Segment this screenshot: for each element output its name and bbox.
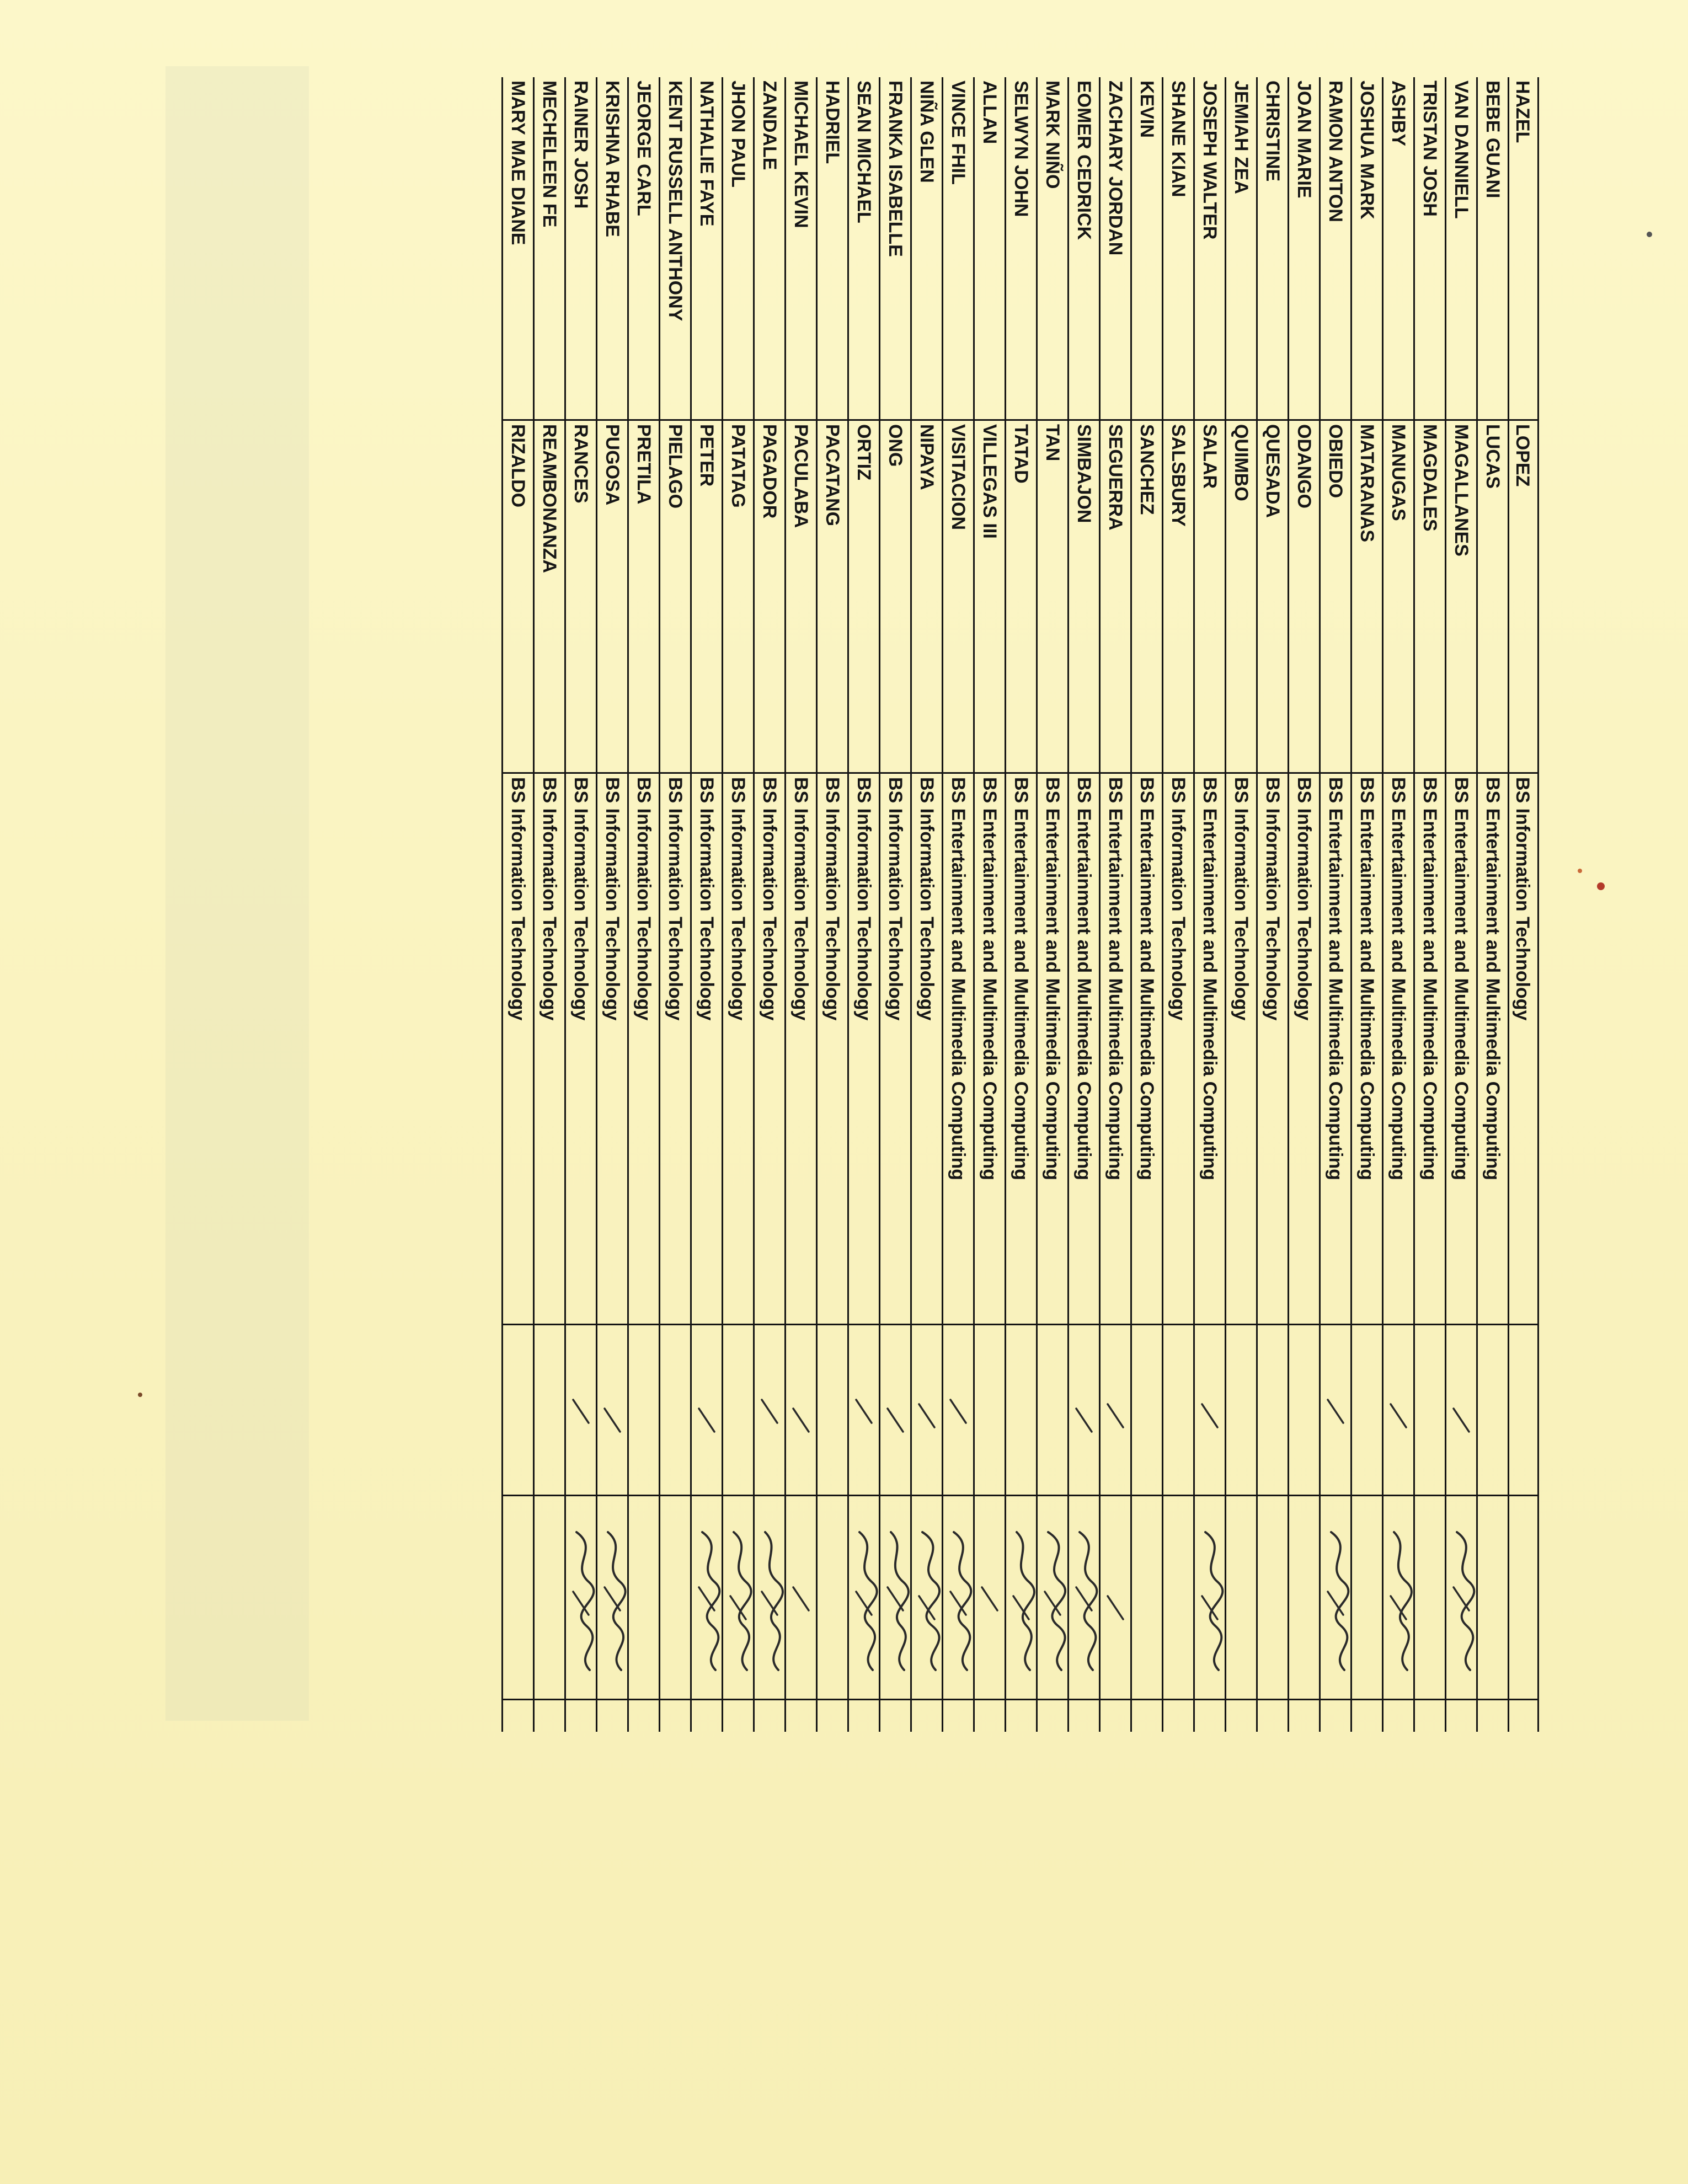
signature-cell	[786, 1699, 816, 1732]
signature-cell	[818, 1699, 847, 1732]
check-mark	[1101, 1325, 1130, 1495]
signature-scribble	[755, 1496, 784, 1699]
signature-cell	[975, 1699, 1005, 1732]
check-cell-1	[1258, 1324, 1288, 1495]
last-name-cell: PACATANG	[818, 419, 847, 772]
program-cell: BS Entertainment and Multimedia Computing	[1038, 772, 1067, 1324]
signature-cell	[1006, 1699, 1036, 1732]
signature-cell	[1509, 1699, 1537, 1732]
check-cell-1	[912, 1324, 942, 1495]
signature-scribble	[943, 1496, 973, 1699]
program-cell: BS Entertainment and Multimedia Computing	[1352, 772, 1382, 1324]
last-name-cell: PETER	[692, 419, 722, 772]
table-row	[1288, 77, 1319, 1732]
table-row	[1382, 77, 1413, 1732]
table-row	[1413, 77, 1445, 1732]
check-cell-1	[1352, 1324, 1382, 1495]
program-cell: BS Information Technology	[629, 772, 659, 1324]
check-cell-2	[1163, 1495, 1193, 1699]
check-cell-2	[975, 1495, 1005, 1699]
first-name-cell: JHON PAUL	[728, 81, 749, 188]
first-name-cell: ALLAN	[979, 81, 1000, 144]
last-name-cell: NIPAYA	[912, 419, 942, 772]
last-name-cell: ONG	[880, 419, 910, 772]
dirt-speck	[138, 1393, 142, 1397]
check-cell-1	[849, 1324, 879, 1495]
program-cell: BS Entertainment and Multimedia Computing	[1446, 772, 1476, 1324]
check-cell-1	[723, 1324, 753, 1495]
check-cell-2	[1289, 1495, 1319, 1699]
first-name-cell: NIÑA GLEN	[916, 81, 937, 183]
signature-cell	[1446, 1699, 1476, 1732]
table-row	[784, 77, 816, 1732]
signature-cell	[943, 1699, 973, 1732]
program-cell: BS Information Technology	[1509, 772, 1537, 1324]
last-name-cell: PIELAGO	[660, 419, 690, 772]
check-cell-2	[1321, 1495, 1350, 1699]
signature-cell	[1132, 1699, 1162, 1732]
signature-cell	[849, 1699, 879, 1732]
first-name-cell: RAMON ANTON	[1325, 81, 1346, 222]
check-cell-1	[1006, 1324, 1036, 1495]
check-cell-2	[1446, 1495, 1476, 1699]
signature-scribble	[1383, 1496, 1413, 1699]
program-cell: BS Information Technology	[723, 772, 753, 1324]
program-cell: BS Entertainment and Multimedia Computing	[1195, 772, 1225, 1324]
check-cell-2	[692, 1495, 722, 1699]
check-cell-1	[1038, 1324, 1067, 1495]
program-cell: BS Information Technology	[1258, 772, 1288, 1324]
signature-cell	[1352, 1699, 1382, 1732]
check-cell-1	[1478, 1324, 1508, 1495]
check-mark	[597, 1325, 627, 1495]
check-cell-2	[1415, 1495, 1445, 1699]
last-name-cell: TAN	[1038, 419, 1067, 772]
check-cell-2	[566, 1495, 596, 1699]
first-name-cell: FRANKA ISABELLE	[885, 81, 906, 257]
signature-cell	[755, 1699, 784, 1732]
check-cell-1	[755, 1324, 784, 1495]
program-cell: BS Information Technology	[660, 772, 690, 1324]
signature-scribble	[692, 1496, 722, 1699]
table-row	[879, 77, 910, 1732]
check-cell-1	[1195, 1324, 1225, 1495]
check-cell-1	[1321, 1324, 1350, 1495]
signature-scribble	[723, 1496, 753, 1699]
last-name-cell: MANUGAS	[1383, 419, 1413, 772]
program-cell: BS Entertainment and Multimedia Computing	[975, 772, 1005, 1324]
table-row	[501, 77, 533, 1732]
program-cell: BS Information Technology	[503, 772, 533, 1324]
first-name-cell: RAINER JOSH	[570, 81, 591, 209]
program-cell: BS Entertainment and Multimedia Computing	[1478, 772, 1508, 1324]
program-cell: BS Information Technology	[818, 772, 847, 1324]
last-name-cell: PAGADOR	[755, 419, 784, 772]
table-row	[1476, 77, 1508, 1732]
check-mark	[1383, 1325, 1413, 1495]
check-cell-1	[786, 1324, 816, 1495]
check-cell-1	[1509, 1324, 1537, 1495]
check-mark	[1101, 1496, 1130, 1699]
first-name-cell: MICHAEL KEVIN	[790, 81, 811, 228]
check-cell-2	[880, 1495, 910, 1699]
check-cell-2	[1478, 1495, 1508, 1699]
check-mark	[1069, 1325, 1099, 1495]
check-cell-2	[818, 1495, 847, 1699]
table-row	[1445, 77, 1476, 1732]
program-cell: BS Information Technology	[786, 772, 816, 1324]
check-cell-1	[1132, 1324, 1162, 1495]
program-cell: BS Information Technology	[566, 772, 596, 1324]
signature-cell	[1069, 1699, 1099, 1732]
first-name-cell: EOMER CEDRICK	[1073, 81, 1094, 240]
signature-scribble	[912, 1496, 942, 1699]
last-name-cell: RIZALDO	[503, 419, 533, 772]
check-cell-1	[818, 1324, 847, 1495]
check-cell-2	[1226, 1495, 1256, 1699]
first-name-cell: HADRIEL	[822, 81, 843, 164]
first-name-cell: ZACHARY JORDAN	[1105, 81, 1126, 256]
signature-cell	[535, 1699, 564, 1732]
last-name-cell: SIMBAJON	[1069, 419, 1099, 772]
signature-cell	[1415, 1699, 1445, 1732]
first-name-cell: ASHBY	[1388, 81, 1409, 147]
program-cell: BS Information Technology	[755, 772, 784, 1324]
table-row	[1099, 77, 1130, 1732]
table-row	[1005, 77, 1036, 1732]
first-name-cell: TRISTAN JOSH	[1419, 81, 1440, 217]
dirt-speck	[1647, 232, 1652, 237]
signature-scribble	[1446, 1496, 1476, 1699]
bleed-through-shadow	[165, 66, 309, 1721]
table-row	[1350, 77, 1382, 1732]
check-cell-2	[1195, 1495, 1225, 1699]
check-mark	[943, 1325, 973, 1495]
program-cell: BS Information Technology	[1289, 772, 1319, 1324]
check-cell-2	[1383, 1495, 1413, 1699]
check-cell-1	[1289, 1324, 1319, 1495]
last-name-cell: MAGDALES	[1415, 419, 1445, 772]
signature-cell	[1478, 1699, 1508, 1732]
check-cell-2	[1069, 1495, 1099, 1699]
check-cell-2	[849, 1495, 879, 1699]
last-name-cell: SALAR	[1195, 419, 1225, 772]
signature-scribble	[597, 1496, 627, 1699]
table-row	[1162, 77, 1193, 1732]
check-mark	[1195, 1325, 1225, 1495]
program-cell: BS Information Technology	[1226, 772, 1256, 1324]
check-cell-2	[1101, 1495, 1130, 1699]
signature-cell	[1258, 1699, 1288, 1732]
first-name-cell: MARK NIÑO	[1042, 81, 1063, 189]
signature-cell	[1195, 1699, 1225, 1732]
signature-cell	[1101, 1699, 1130, 1732]
student-roster-table	[353, 77, 1539, 1732]
first-name-cell: BEBE GUANI	[1482, 81, 1503, 199]
check-cell-1	[535, 1324, 564, 1495]
check-mark	[755, 1325, 784, 1495]
check-cell-2	[755, 1495, 784, 1699]
table-row	[816, 77, 847, 1732]
last-name-cell: SALSBURY	[1163, 419, 1193, 772]
first-name-cell: JEORGE CARL	[633, 81, 654, 216]
table-row	[973, 77, 1005, 1732]
check-cell-2	[660, 1495, 690, 1699]
check-cell-1	[629, 1324, 659, 1495]
first-name-cell: JOSHUA MARK	[1356, 81, 1377, 220]
signature-cell	[566, 1699, 596, 1732]
check-cell-2	[629, 1495, 659, 1699]
program-cell: BS Entertainment and Multimedia Computing	[1383, 772, 1413, 1324]
signature-cell	[1321, 1699, 1350, 1732]
last-name-cell: RANCES	[566, 419, 596, 772]
check-cell-2	[1258, 1495, 1288, 1699]
signature-scribble	[566, 1496, 596, 1699]
check-cell-1	[1101, 1324, 1130, 1495]
last-name-cell: QUESADA	[1258, 419, 1288, 772]
check-cell-1	[566, 1324, 596, 1495]
signature-cell	[692, 1699, 722, 1732]
last-name-cell: PACULABA	[786, 419, 816, 772]
first-name-cell: KENT RUSSELL ANTHONY	[665, 81, 686, 322]
check-cell-2	[1038, 1495, 1067, 1699]
signature-cell	[1226, 1699, 1256, 1732]
check-mark	[1321, 1325, 1350, 1495]
first-name-cell: SELWYN JOHN	[1011, 81, 1032, 217]
program-cell: BS Information Technology	[692, 772, 722, 1324]
program-cell: BS Entertainment and Multimedia Computing	[1006, 772, 1036, 1324]
program-cell: BS Entertainment and Multimedia Computing	[943, 772, 973, 1324]
check-cell-2	[912, 1495, 942, 1699]
check-mark	[912, 1325, 942, 1495]
check-cell-2	[597, 1495, 627, 1699]
check-cell-1	[943, 1324, 973, 1495]
table-row	[1130, 77, 1162, 1732]
table-row	[564, 77, 596, 1732]
check-cell-1	[1069, 1324, 1099, 1495]
check-cell-2	[723, 1495, 753, 1699]
last-name-cell: MAGALLANES	[1446, 419, 1476, 772]
check-cell-2	[943, 1495, 973, 1699]
signature-scribble	[1195, 1496, 1225, 1699]
last-name-cell: ORTIZ	[849, 419, 879, 772]
signature-cell	[912, 1699, 942, 1732]
program-cell: BS Information Technology	[1163, 772, 1193, 1324]
check-mark	[880, 1325, 910, 1495]
check-mark	[786, 1325, 816, 1495]
first-name-cell: HAZEL	[1512, 81, 1533, 143]
table-row	[1319, 77, 1350, 1732]
check-mark	[1446, 1325, 1476, 1495]
signature-cell	[1163, 1699, 1193, 1732]
program-cell: BS Entertainment and Multimedia Computing	[1132, 772, 1162, 1324]
table-row	[533, 77, 564, 1732]
signature-cell	[503, 1699, 533, 1732]
table-row	[1067, 77, 1099, 1732]
last-name-cell: SANCHEZ	[1132, 419, 1162, 772]
check-cell-1	[975, 1324, 1005, 1495]
table-row	[1256, 77, 1288, 1732]
table-row	[753, 77, 784, 1732]
program-cell: BS Information Technology	[912, 772, 942, 1324]
program-cell: BS Entertainment and Multimedia Computing	[1101, 772, 1130, 1324]
program-cell: BS Entertainment and Multimedia Computing	[1415, 772, 1445, 1324]
last-name-cell: MATARANAS	[1352, 419, 1382, 772]
table-row	[1508, 77, 1539, 1732]
first-name-cell: VAN DANNIELL	[1451, 81, 1472, 219]
table-row	[722, 77, 753, 1732]
signature-cell	[660, 1699, 690, 1732]
check-cell-2	[1352, 1495, 1382, 1699]
check-cell-1	[1226, 1324, 1256, 1495]
signature-cell	[1383, 1699, 1413, 1732]
table-row	[690, 77, 722, 1732]
program-cell: BS Information Technology	[880, 772, 910, 1324]
program-cell: BS Information Technology	[535, 772, 564, 1324]
signature-cell	[723, 1699, 753, 1732]
check-cell-2	[535, 1495, 564, 1699]
table-row	[596, 77, 627, 1732]
last-name-cell: OBIEDO	[1321, 419, 1350, 772]
check-cell-1	[1163, 1324, 1193, 1495]
signature-scribble	[1321, 1496, 1350, 1699]
table-row	[1036, 77, 1067, 1732]
first-name-cell: MECHELEEN FE	[539, 81, 560, 228]
check-cell-1	[880, 1324, 910, 1495]
check-cell-1	[692, 1324, 722, 1495]
check-cell-2	[1006, 1495, 1036, 1699]
ink-spot	[1597, 882, 1605, 890]
check-cell-2	[503, 1495, 533, 1699]
check-mark	[786, 1496, 816, 1699]
check-cell-1	[597, 1324, 627, 1495]
last-name-cell: VISITACION	[943, 419, 973, 772]
last-name-cell: QUIMBO	[1226, 419, 1256, 772]
first-name-cell: JOAN MARIE	[1294, 81, 1315, 199]
check-mark	[692, 1325, 722, 1495]
signature-cell	[1289, 1699, 1319, 1732]
table-row	[659, 77, 690, 1732]
check-cell-1	[1383, 1324, 1413, 1495]
ink-spot	[1578, 869, 1582, 873]
signature-cell	[597, 1699, 627, 1732]
check-cell-1	[1446, 1324, 1476, 1495]
signature-scribble	[849, 1496, 879, 1699]
first-name-cell: KEVIN	[1136, 81, 1157, 138]
check-cell-2	[786, 1495, 816, 1699]
last-name-cell: PATATAG	[723, 419, 753, 772]
first-name-cell: ZANDALE	[759, 81, 780, 170]
signature-cell	[1038, 1699, 1067, 1732]
signature-cell	[629, 1699, 659, 1732]
first-name-cell: SHANE KIAN	[1168, 81, 1189, 197]
table-row	[910, 77, 942, 1732]
first-name-cell: NATHALIE FAYE	[696, 81, 717, 227]
first-name-cell: CHRISTINE	[1262, 81, 1283, 182]
program-cell: BS Entertainment and Multimedia Computing	[1321, 772, 1350, 1324]
signature-scribble	[1038, 1496, 1067, 1699]
last-name-cell: TATAD	[1006, 419, 1036, 772]
program-cell: BS Information Technology	[849, 772, 879, 1324]
first-name-cell: JOSEPH WALTER	[1199, 81, 1220, 240]
signature-scribble	[1006, 1496, 1036, 1699]
check-cell-1	[1415, 1324, 1445, 1495]
signature-cell	[880, 1699, 910, 1732]
first-name-cell: SEAN MICHAEL	[853, 81, 874, 223]
check-cell-2	[1132, 1495, 1162, 1699]
check-cell-1	[503, 1324, 533, 1495]
table-row	[627, 77, 659, 1732]
program-cell: BS Entertainment and Multimedia Computing	[1069, 772, 1099, 1324]
last-name-cell: ODANGO	[1289, 419, 1319, 772]
table-row	[1193, 77, 1225, 1732]
first-name-cell: KRISHNA RHABE	[602, 81, 623, 237]
last-name-cell: PUGOSA	[597, 419, 627, 772]
check-cell-1	[660, 1324, 690, 1495]
check-mark	[849, 1325, 879, 1495]
last-name-cell: VILLEGAS III	[975, 419, 1005, 772]
last-name-cell: PRETILA	[629, 419, 659, 772]
last-name-cell: LOPEZ	[1509, 419, 1537, 772]
first-name-cell: JEMIAH ZEA	[1231, 81, 1252, 194]
check-mark	[975, 1496, 1005, 1699]
signature-scribble	[880, 1496, 910, 1699]
program-cell: BS Information Technology	[597, 772, 627, 1324]
table-row	[942, 77, 973, 1732]
table-row	[847, 77, 879, 1732]
check-mark	[566, 1325, 596, 1495]
signature-scribble	[1069, 1496, 1099, 1699]
check-cell-2	[1509, 1495, 1537, 1699]
last-name-cell: LUCAS	[1478, 419, 1508, 772]
table-row	[1225, 77, 1256, 1732]
first-name-cell: MARY MAE DIANE	[508, 81, 528, 245]
last-name-cell: SEGUERRA	[1101, 419, 1130, 772]
first-name-cell: VINCE FHIL	[948, 81, 969, 185]
last-name-cell: REAMBONANZA	[535, 419, 564, 772]
